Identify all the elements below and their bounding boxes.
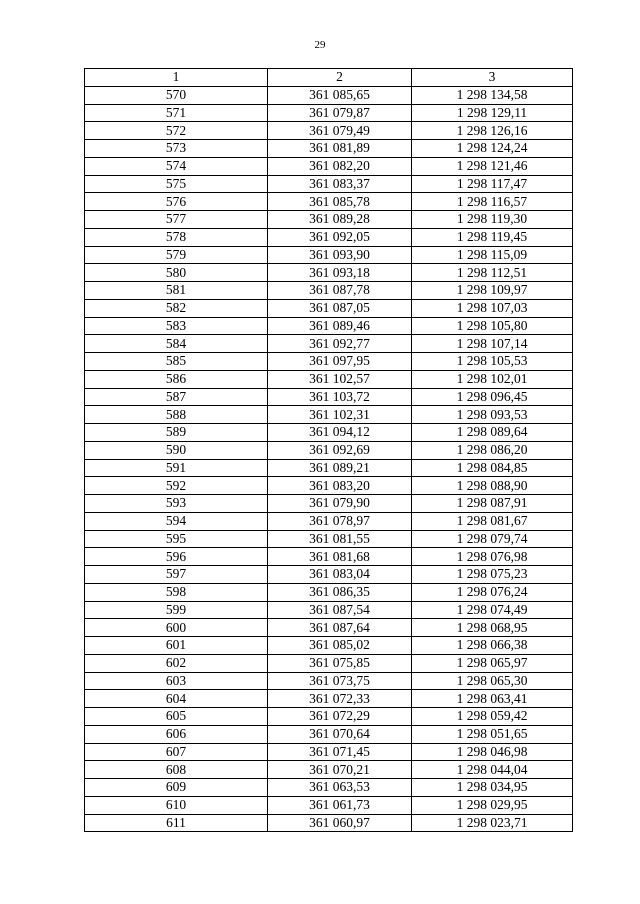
y-coordinate-cell: 1 298 121,46 <box>412 157 573 175</box>
point-number-cell: 594 <box>85 512 268 530</box>
x-coordinate-cell: 361 093,18 <box>268 264 412 282</box>
x-coordinate-cell: 361 073,75 <box>268 672 412 690</box>
table-body <box>85 86 573 832</box>
x-coordinate-cell: 361 081,68 <box>268 548 412 566</box>
x-coordinate-cell: 361 085,78 <box>268 193 412 211</box>
page-number: 29 <box>314 39 326 51</box>
table-row <box>85 299 573 317</box>
point-number-cell: 586 <box>85 370 268 388</box>
x-coordinate-cell: 361 070,21 <box>268 761 412 779</box>
coordinates-table <box>84 68 573 832</box>
point-number-cell: 610 <box>85 796 268 814</box>
table-row <box>85 601 573 619</box>
y-coordinate-cell: 1 298 074,49 <box>412 601 573 619</box>
point-number-cell: 598 <box>85 583 268 601</box>
table-row <box>85 353 573 371</box>
table-header-row <box>85 69 573 87</box>
point-number-cell: 602 <box>85 654 268 672</box>
table-row <box>85 814 573 832</box>
y-coordinate-cell: 1 298 079,74 <box>412 530 573 548</box>
point-number-cell: 590 <box>85 441 268 459</box>
x-coordinate-cell: 361 079,90 <box>268 495 412 513</box>
table-row <box>85 175 573 193</box>
table-row <box>85 619 573 637</box>
point-number-cell: 596 <box>85 548 268 566</box>
x-coordinate-cell: 361 079,87 <box>268 104 412 122</box>
point-number-cell: 604 <box>85 690 268 708</box>
table-row <box>85 761 573 779</box>
y-coordinate-cell: 1 298 105,80 <box>412 317 573 335</box>
table-row <box>85 335 573 353</box>
table-row <box>85 211 573 229</box>
table-row <box>85 370 573 388</box>
table-row <box>85 708 573 726</box>
table-row <box>85 796 573 814</box>
y-coordinate-cell: 1 298 102,01 <box>412 370 573 388</box>
x-coordinate-cell: 361 102,57 <box>268 370 412 388</box>
x-coordinate-cell: 361 087,64 <box>268 619 412 637</box>
x-coordinate-cell: 361 087,05 <box>268 299 412 317</box>
table-row <box>85 406 573 424</box>
table-row <box>85 424 573 442</box>
x-coordinate-cell: 361 078,97 <box>268 512 412 530</box>
y-coordinate-cell: 1 298 105,53 <box>412 353 573 371</box>
y-coordinate-cell: 1 298 059,42 <box>412 708 573 726</box>
point-number-cell: 609 <box>85 779 268 797</box>
x-coordinate-cell: 361 063,53 <box>268 779 412 797</box>
x-coordinate-cell: 361 082,20 <box>268 157 412 175</box>
x-coordinate-cell: 361 097,95 <box>268 353 412 371</box>
x-coordinate-cell: 361 092,77 <box>268 335 412 353</box>
table-row <box>85 779 573 797</box>
x-coordinate-cell: 361 079,49 <box>268 122 412 140</box>
y-coordinate-cell: 1 298 093,53 <box>412 406 573 424</box>
x-coordinate-cell: 361 075,85 <box>268 654 412 672</box>
y-coordinate-cell: 1 298 063,41 <box>412 690 573 708</box>
y-coordinate-cell: 1 298 107,14 <box>412 335 573 353</box>
x-coordinate-cell: 361 085,65 <box>268 86 412 104</box>
y-coordinate-cell: 1 298 081,67 <box>412 512 573 530</box>
x-coordinate-cell: 361 092,05 <box>268 228 412 246</box>
y-coordinate-cell: 1 298 066,38 <box>412 637 573 655</box>
table-row <box>85 690 573 708</box>
y-coordinate-cell: 1 298 119,30 <box>412 211 573 229</box>
y-coordinate-cell: 1 298 119,45 <box>412 228 573 246</box>
x-coordinate-cell: 361 089,21 <box>268 459 412 477</box>
column-header-2: 2 <box>268 69 412 87</box>
table-row <box>85 228 573 246</box>
table-row <box>85 157 573 175</box>
table-row <box>85 459 573 477</box>
point-number-cell: 578 <box>85 228 268 246</box>
x-coordinate-cell: 361 094,12 <box>268 424 412 442</box>
y-coordinate-cell: 1 298 112,51 <box>412 264 573 282</box>
table-row <box>85 637 573 655</box>
x-coordinate-cell: 361 087,78 <box>268 282 412 300</box>
table-row <box>85 388 573 406</box>
y-coordinate-cell: 1 298 065,30 <box>412 672 573 690</box>
x-coordinate-cell: 361 083,20 <box>268 477 412 495</box>
y-coordinate-cell: 1 298 087,91 <box>412 495 573 513</box>
table-row <box>85 495 573 513</box>
x-coordinate-cell: 361 092,69 <box>268 441 412 459</box>
x-coordinate-cell: 361 087,54 <box>268 601 412 619</box>
x-coordinate-cell: 361 072,33 <box>268 690 412 708</box>
point-number-cell: 583 <box>85 317 268 335</box>
point-number-cell: 605 <box>85 708 268 726</box>
y-coordinate-cell: 1 298 034,95 <box>412 779 573 797</box>
point-number-cell: 579 <box>85 246 268 264</box>
point-number-cell: 576 <box>85 193 268 211</box>
point-number-cell: 587 <box>85 388 268 406</box>
table-row <box>85 282 573 300</box>
y-coordinate-cell: 1 298 096,45 <box>412 388 573 406</box>
x-coordinate-cell: 361 085,02 <box>268 637 412 655</box>
x-coordinate-cell: 361 083,04 <box>268 566 412 584</box>
x-coordinate-cell: 361 089,28 <box>268 211 412 229</box>
y-coordinate-cell: 1 298 134,58 <box>412 86 573 104</box>
x-coordinate-cell: 361 060,97 <box>268 814 412 832</box>
table-row <box>85 246 573 264</box>
table-row <box>85 104 573 122</box>
point-number-cell: 603 <box>85 672 268 690</box>
y-coordinate-cell: 1 298 076,98 <box>412 548 573 566</box>
point-number-cell: 611 <box>85 814 268 832</box>
point-number-cell: 601 <box>85 637 268 655</box>
point-number-cell: 608 <box>85 761 268 779</box>
point-number-cell: 575 <box>85 175 268 193</box>
table-row <box>85 317 573 335</box>
table-row <box>85 86 573 104</box>
y-coordinate-cell: 1 298 089,64 <box>412 424 573 442</box>
point-number-cell: 595 <box>85 530 268 548</box>
table-row <box>85 140 573 158</box>
y-coordinate-cell: 1 298 065,97 <box>412 654 573 672</box>
column-header-3: 3 <box>412 69 573 87</box>
y-coordinate-cell: 1 298 075,23 <box>412 566 573 584</box>
point-number-cell: 599 <box>85 601 268 619</box>
x-coordinate-cell: 361 081,89 <box>268 140 412 158</box>
table-row <box>85 122 573 140</box>
y-coordinate-cell: 1 298 129,11 <box>412 104 573 122</box>
x-coordinate-cell: 361 086,35 <box>268 583 412 601</box>
point-number-cell: 570 <box>85 86 268 104</box>
point-number-cell: 588 <box>85 406 268 424</box>
point-number-cell: 607 <box>85 743 268 761</box>
table-row <box>85 654 573 672</box>
point-number-cell: 593 <box>85 495 268 513</box>
table-row <box>85 743 573 761</box>
table-row <box>85 264 573 282</box>
y-coordinate-cell: 1 298 109,97 <box>412 282 573 300</box>
table-row <box>85 566 573 584</box>
table-row <box>85 725 573 743</box>
x-coordinate-cell: 361 070,64 <box>268 725 412 743</box>
table-row <box>85 441 573 459</box>
y-coordinate-cell: 1 298 076,24 <box>412 583 573 601</box>
y-coordinate-cell: 1 298 023,71 <box>412 814 573 832</box>
y-coordinate-cell: 1 298 044,04 <box>412 761 573 779</box>
point-number-cell: 606 <box>85 725 268 743</box>
point-number-cell: 574 <box>85 157 268 175</box>
y-coordinate-cell: 1 298 068,95 <box>412 619 573 637</box>
table-row <box>85 583 573 601</box>
x-coordinate-cell: 361 083,37 <box>268 175 412 193</box>
point-number-cell: 589 <box>85 424 268 442</box>
x-coordinate-cell: 361 093,90 <box>268 246 412 264</box>
table-row <box>85 548 573 566</box>
point-number-cell: 571 <box>85 104 268 122</box>
y-coordinate-cell: 1 298 051,65 <box>412 725 573 743</box>
x-coordinate-cell: 361 081,55 <box>268 530 412 548</box>
point-number-cell: 580 <box>85 264 268 282</box>
table-row <box>85 193 573 211</box>
y-coordinate-cell: 1 298 124,24 <box>412 140 573 158</box>
y-coordinate-cell: 1 298 107,03 <box>412 299 573 317</box>
table-row <box>85 530 573 548</box>
y-coordinate-cell: 1 298 115,09 <box>412 246 573 264</box>
y-coordinate-cell: 1 298 116,57 <box>412 193 573 211</box>
point-number-cell: 572 <box>85 122 268 140</box>
point-number-cell: 582 <box>85 299 268 317</box>
x-coordinate-cell: 361 061,73 <box>268 796 412 814</box>
y-coordinate-cell: 1 298 084,85 <box>412 459 573 477</box>
x-coordinate-cell: 361 071,45 <box>268 743 412 761</box>
point-number-cell: 600 <box>85 619 268 637</box>
table-row <box>85 512 573 530</box>
x-coordinate-cell: 361 103,72 <box>268 388 412 406</box>
point-number-cell: 591 <box>85 459 268 477</box>
x-coordinate-cell: 361 089,46 <box>268 317 412 335</box>
y-coordinate-cell: 1 298 117,47 <box>412 175 573 193</box>
table-row <box>85 477 573 495</box>
y-coordinate-cell: 1 298 126,16 <box>412 122 573 140</box>
y-coordinate-cell: 1 298 088,90 <box>412 477 573 495</box>
point-number-cell: 585 <box>85 353 268 371</box>
y-coordinate-cell: 1 298 029,95 <box>412 796 573 814</box>
point-number-cell: 592 <box>85 477 268 495</box>
table-row <box>85 672 573 690</box>
point-number-cell: 573 <box>85 140 268 158</box>
point-number-cell: 581 <box>85 282 268 300</box>
x-coordinate-cell: 361 102,31 <box>268 406 412 424</box>
point-number-cell: 597 <box>85 566 268 584</box>
y-coordinate-cell: 1 298 086,20 <box>412 441 573 459</box>
x-coordinate-cell: 361 072,29 <box>268 708 412 726</box>
point-number-cell: 584 <box>85 335 268 353</box>
point-number-cell: 577 <box>85 211 268 229</box>
y-coordinate-cell: 1 298 046,98 <box>412 743 573 761</box>
column-header-1: 1 <box>85 69 268 87</box>
